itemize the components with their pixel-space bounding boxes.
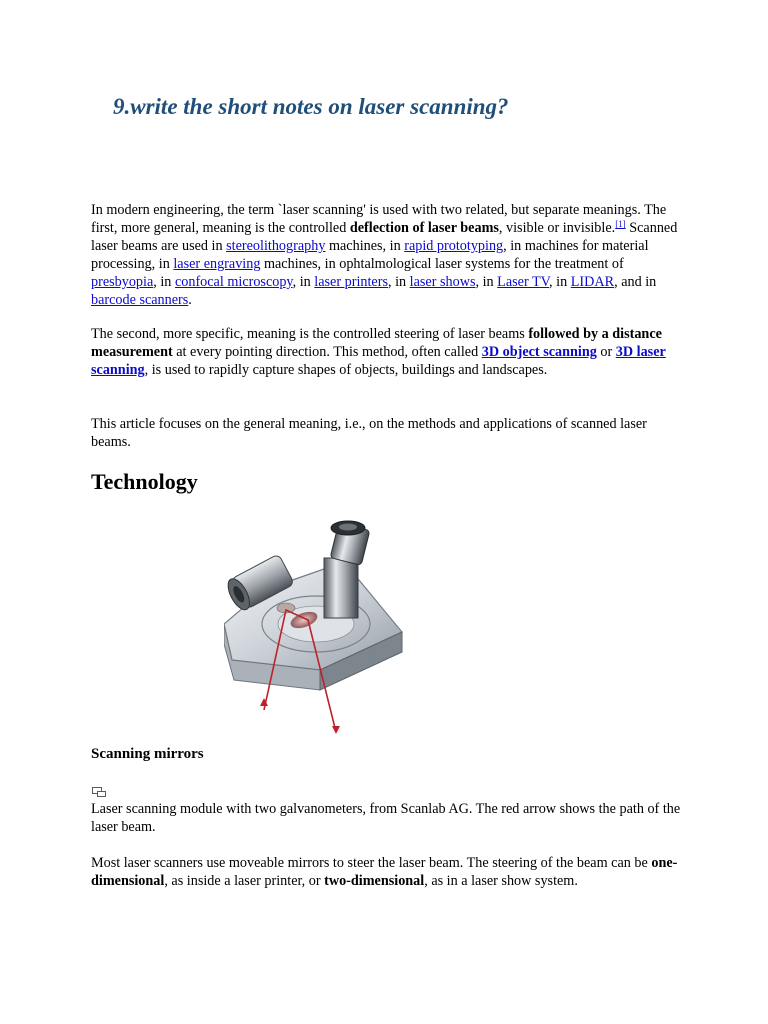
two-dimensional-bold: two-dimensional [324, 873, 425, 889]
subsection-heading-scanning-mirrors: Scanning mirrors [91, 746, 204, 762]
link-3d-laser-scanning[interactable]: 3D laser scanning [91, 344, 666, 378]
figure-caption: Laser scanning module with two galvanometers, from Scanlab AG. The red arrow shows the path of the laser beam. [91, 801, 681, 835]
link-lidar[interactable]: LIDAR [570, 274, 615, 290]
link-rapid-prototyping[interactable]: rapid prototyping [404, 238, 504, 254]
deflection-bold: deflection of laser beams [349, 220, 499, 236]
link-laser-engraving[interactable]: laser engraving [173, 256, 261, 272]
reference-link-1[interactable]: [1] [615, 219, 626, 229]
one-dimensional-bold: one-dimensional [91, 855, 678, 889]
distance-measurement-bold: followed by a distance measurement [91, 326, 662, 360]
link-presbyopia[interactable]: presbyopia [91, 274, 154, 290]
second-meaning-paragraph: The second, more specific, meaning is the controlled steering of laser beams followed by a distance measurement at every pointing direction. This method, often called 3D object scanning or 3D laser scanning, is used to rapidly capture shapes of objects, buildings and landscapes. [91, 326, 666, 378]
intro-paragraph: In modern engineering, the term `laser scanning' is used with two related, but separate meanings. The first, more general, meaning is the controlled deflection of laser beams, visible or invisible.[1] Scanned laser beams are used in stereolithography machines, in rapid prototyping, in machines for material processing, in laser engraving machines, in ophtalmological laser systems for the treatment of presbyopia, in confocal microscopy, in laser printers, in laser shows, in Laser TV, in LIDAR, and in barcode scanners. [91, 202, 678, 308]
mirrors-paragraph: Most laser scanners use moveable mirrors to steer the laser beam. The steering of the beam can be one-dimensional, as inside a laser printer, or two-dimensional, as in a laser show system. [91, 855, 678, 889]
link-3d-object-scanning[interactable]: 3D object scanning [481, 344, 597, 360]
galvanometer-scanner-image [224, 520, 410, 738]
question-title: 9.write the short notes on laser scanning? [113, 94, 509, 119]
link-laser-shows[interactable]: laser shows [409, 274, 476, 290]
link-barcode-scanners[interactable]: barcode scanners [91, 292, 189, 308]
link-stereolithography[interactable]: stereolithography [226, 238, 326, 254]
focus-paragraph: This article focuses on the general meaning, i.e., on the methods and applications of scanned laser beams. [91, 416, 647, 450]
enlarge-icon[interactable] [91, 786, 107, 798]
link-laser-tv[interactable]: Laser TV [497, 274, 550, 290]
link-confocal-microscopy[interactable]: confocal microscopy [174, 274, 293, 290]
link-laser-printers[interactable]: laser printers [314, 274, 388, 290]
section-heading-technology: Technology [91, 469, 198, 494]
